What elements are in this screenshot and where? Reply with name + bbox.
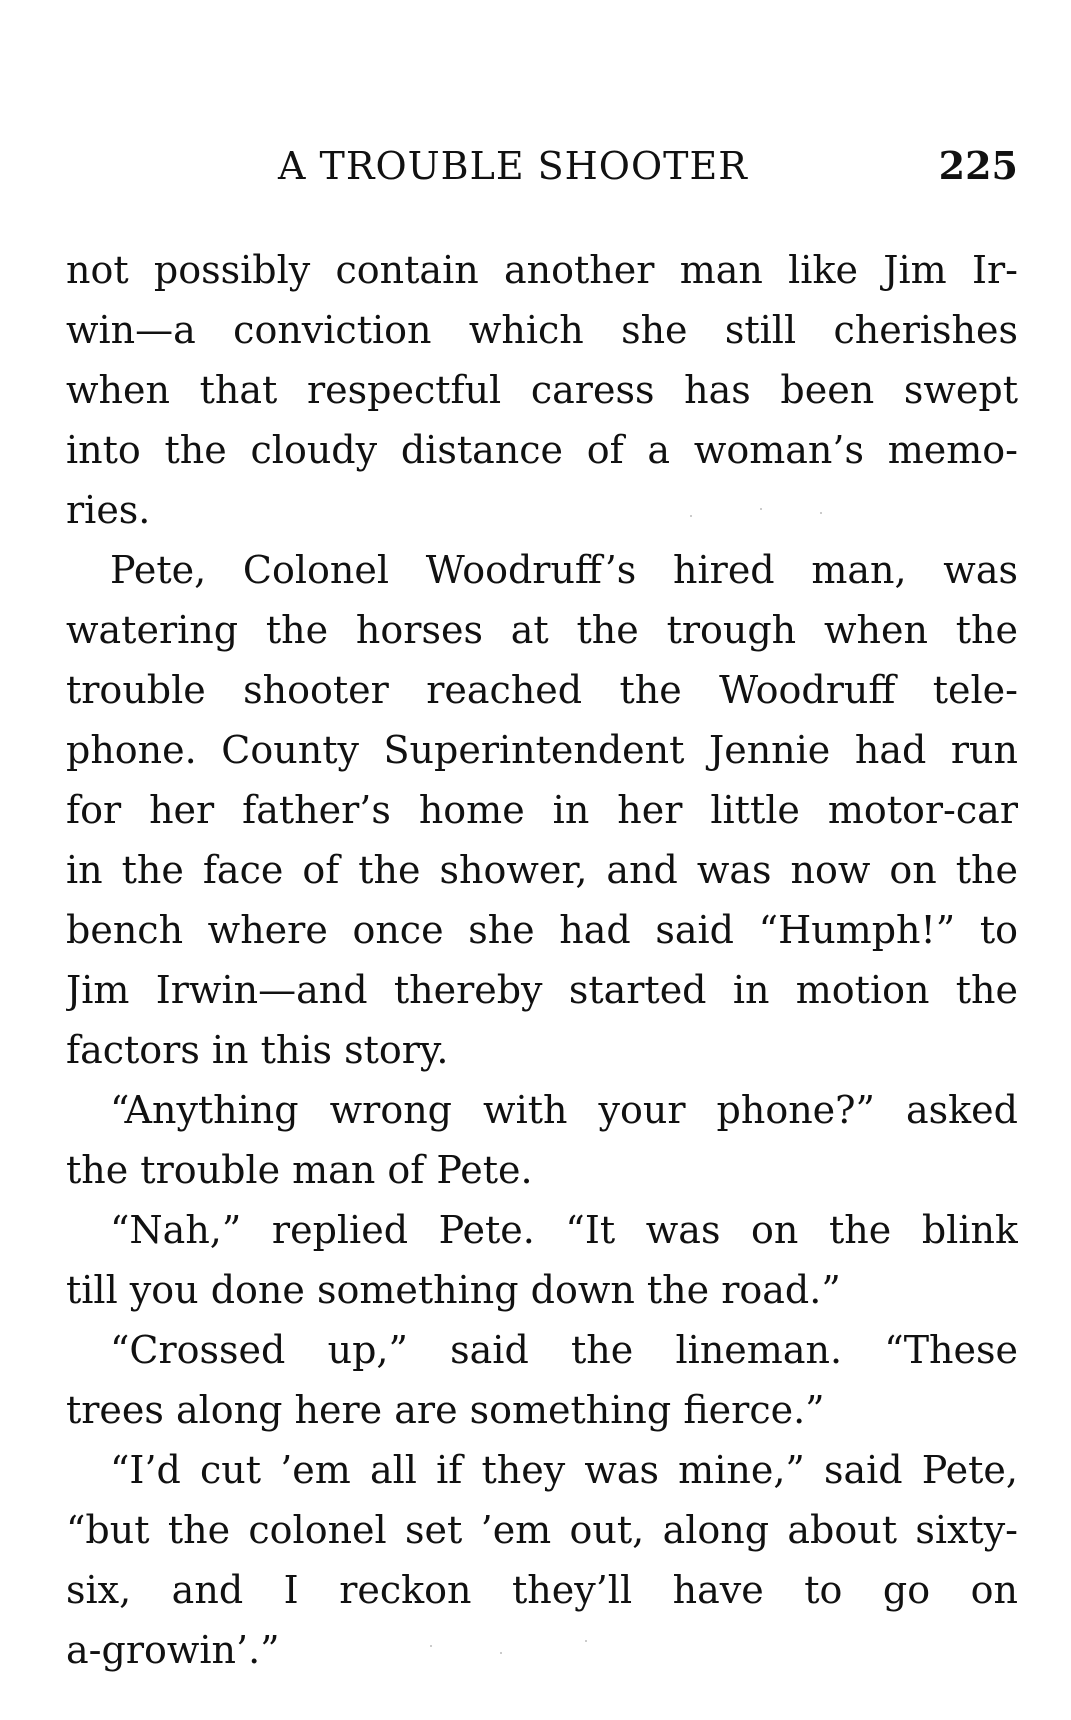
text-line: Pete, Colonel Woodruff’s hired man, was: [110, 548, 1018, 592]
text-line: when that respectful caress has been swept: [66, 368, 1018, 412]
text-line: not possibly contain another man like Jim Ir-: [66, 248, 1018, 292]
text-line: “Crossed up,” said the lineman. “These: [110, 1328, 1018, 1372]
running-title: A TROUBLE SHOOTER: [278, 144, 748, 188]
text-line: “I’d cut ’em all if they was mine,” said Pete,: [110, 1448, 1018, 1492]
text-line: six, and I reckon they’ll have to go on: [66, 1568, 1018, 1612]
text-line: trouble shooter reached the Woodruff tele-: [66, 668, 1018, 712]
text-line: “Anything wrong with your phone?” asked: [110, 1088, 1018, 1132]
scan-speck: [500, 1652, 502, 1654]
scan-speck: [690, 515, 692, 517]
text-line: factors in this story.: [66, 1028, 449, 1072]
text-line: “Nah,” replied Pete. “It was on the blink: [110, 1208, 1018, 1252]
text-line: into the cloudy distance of a woman’s memo-: [66, 428, 1018, 472]
text-line: the trouble man of Pete.: [66, 1148, 533, 1192]
text-line: “but the colonel set ’em out, along about sixty-: [66, 1508, 1018, 1552]
scan-speck: [430, 1645, 432, 1647]
text-line: Jim Irwin—and thereby started in motion the: [66, 968, 1018, 1012]
text-line: bench where once she had said “Humph!” to: [66, 908, 1018, 952]
text-line: ries.: [66, 488, 151, 532]
text-line: till you done something down the road.”: [66, 1268, 841, 1312]
text-line: trees along here are something fierce.”: [66, 1388, 825, 1432]
text-line: watering the horses at the trough when the: [66, 608, 1018, 652]
running-head: [66, 136, 1018, 196]
text-line: win—a conviction which she still cherishes: [66, 308, 1018, 352]
scan-speck: [760, 508, 762, 510]
page-number: 225: [938, 143, 1018, 188]
body-text: [66, 240, 1018, 1680]
text-line: in the face of the shower, and was now on the: [66, 848, 1018, 892]
text-line: for her father’s home in her little motor-car: [66, 788, 1018, 832]
text-line: a-growin’.”: [66, 1628, 280, 1672]
scan-speck: [585, 1640, 587, 1642]
scan-speck: [820, 512, 822, 514]
text-line: phone. County Superintendent Jennie had run: [66, 728, 1018, 772]
